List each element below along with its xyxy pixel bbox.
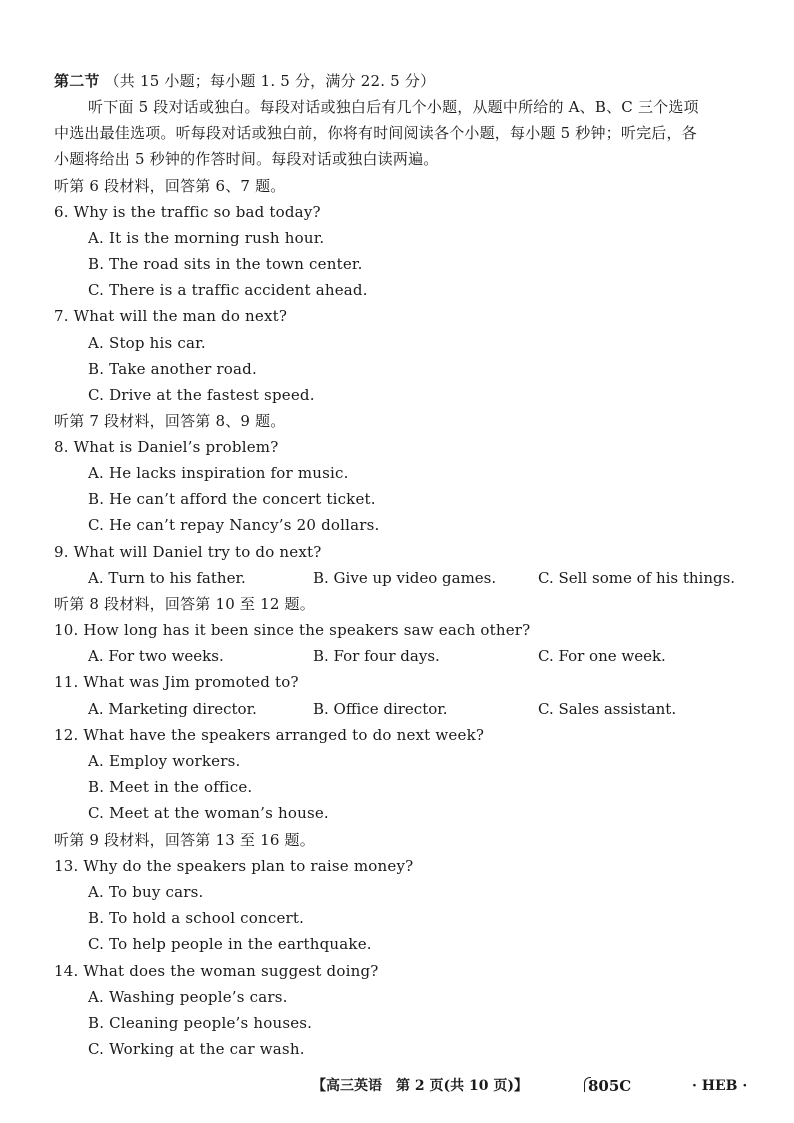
- option: C. There is a traffic accident ahead.: [88, 281, 368, 299]
- option: B. He can’t afford the concert ticket.: [88, 490, 376, 508]
- group-intro: 听第 8 段材料，回答第 10 至 12 题。: [54, 595, 315, 613]
- option: B. Take another road.: [88, 360, 257, 378]
- group-intro: 听第 9 段材料，回答第 13 至 16 题。: [54, 831, 315, 849]
- option: B. Meet in the office.: [88, 778, 253, 796]
- option: A. He lacks inspiration for music.: [88, 464, 349, 482]
- option: A. Turn to his father.: [88, 569, 246, 587]
- option: A. Washing people’s cars.: [88, 988, 288, 1006]
- option: C. To help people in the earthquake.: [88, 935, 372, 953]
- option: C. Meet at the woman’s house.: [88, 804, 329, 822]
- option: A. To buy cars.: [88, 883, 204, 901]
- instruction-line-1: 听下面 5 段对话或独白。每段对话或独白后有几个小题，从题中所给的 A、B、C 三个选项: [88, 98, 699, 116]
- option: C. For one week.: [538, 647, 666, 665]
- question-14: 14. What does the woman suggest doing?: [54, 962, 379, 980]
- question-8: 8. What is Daniel’s problem?: [54, 438, 279, 456]
- region-tag: · HEB ·: [692, 1078, 748, 1094]
- option: C. Drive at the fastest speed.: [88, 386, 315, 404]
- section-note: （共 15 小题；每小题 1. 5 分，满分 22. 5 分）: [104, 72, 436, 90]
- question-12: 12. What have the speakers arranged to do next week?: [54, 726, 485, 744]
- page-footer: [0, 1076, 794, 1098]
- instruction-line-2: 中选出最佳选项。听每段对话或独白前，你将有时间阅读各个小题，每小题 5 秒钟；听完后，各: [54, 124, 697, 142]
- option: B. To hold a school concert.: [88, 909, 305, 927]
- option: B. The road sits in the town center.: [88, 255, 363, 273]
- option: C. He can’t repay Nancy’s 20 dollars.: [88, 516, 380, 534]
- option: C. Working at the car wash.: [88, 1040, 305, 1058]
- exam-code: 805C: [588, 1077, 632, 1095]
- question-11: 11. What was Jim promoted to?: [54, 673, 299, 691]
- option: A. Marketing director.: [88, 700, 257, 718]
- option: A. It is the morning rush hour.: [88, 229, 325, 247]
- question-9: 9. What will Daniel try to do next?: [54, 543, 322, 561]
- question-13: 13. Why do the speakers plan to raise money?: [54, 857, 414, 875]
- option: B. Give up video games.: [313, 569, 497, 587]
- page-number-label: 【高三英语 第 2 页(共 10 页)】: [312, 1078, 528, 1094]
- question-6: 6. Why is the traffic so bad today?: [54, 203, 321, 221]
- option: C. Sales assistant.: [538, 700, 677, 718]
- group-intro: 听第 6 段材料，回答第 6、7 题。: [54, 177, 286, 195]
- option: A. Employ workers.: [88, 752, 241, 770]
- option: A. Stop his car.: [88, 334, 206, 352]
- option: B. Cleaning people’s houses.: [88, 1014, 313, 1032]
- option: B. For four days.: [313, 647, 440, 665]
- question-10: 10. How long has it been since the speakers saw each other?: [54, 621, 531, 639]
- section-header: [54, 71, 754, 91]
- instruction-line-3: 小题将给出 5 秒钟的作答时间。每段对话或独白读两遍。: [54, 150, 439, 168]
- option: A. For two weeks.: [88, 647, 224, 665]
- question-7: 7. What will the man do next?: [54, 307, 288, 325]
- option: C. Sell some of his things.: [538, 569, 736, 587]
- section-title: 第二节: [54, 72, 100, 90]
- option: B. Office director.: [313, 700, 448, 718]
- group-intro: 听第 7 段材料，回答第 8、9 题。: [54, 412, 286, 430]
